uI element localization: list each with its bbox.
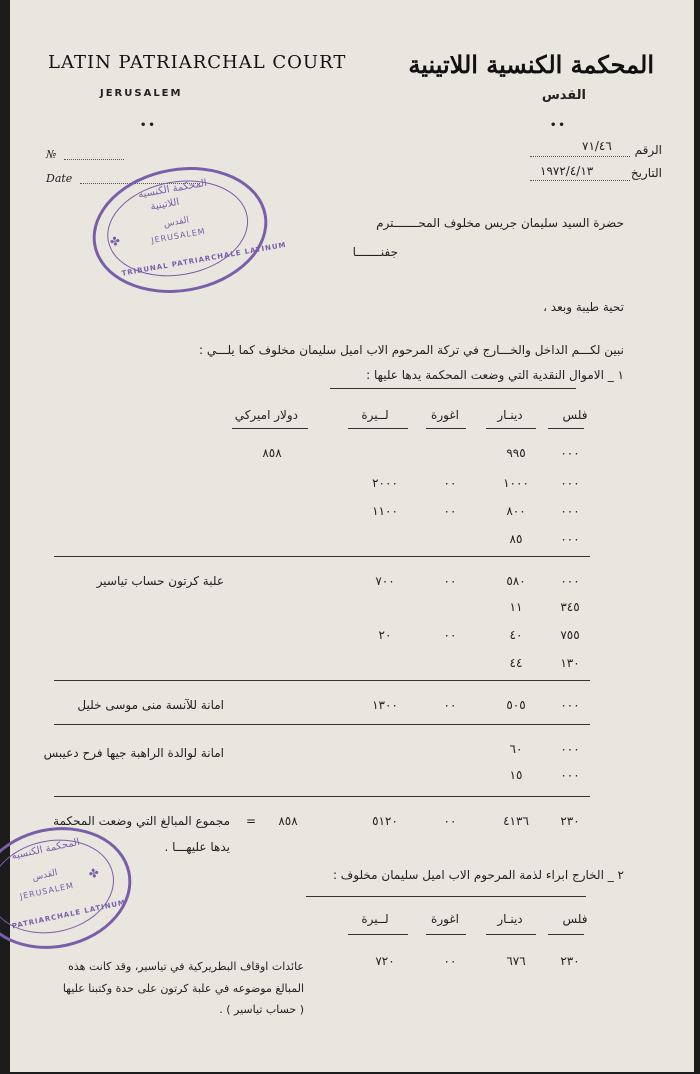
header-agora-underline bbox=[426, 428, 466, 429]
s2-header-fils-underline bbox=[548, 934, 584, 935]
row6-fils: ٧٥٥ bbox=[560, 628, 580, 642]
row8-dinar: ٥٠٥ bbox=[506, 698, 526, 712]
row5-fils: ٣٤٥ bbox=[560, 600, 580, 614]
total-agora: ٠٠ bbox=[443, 814, 457, 828]
row0-fils: ٠٠٠ bbox=[560, 446, 580, 460]
total-label-line2: يدها عليهـــا . bbox=[164, 840, 230, 854]
stamp1-cross-icon: ✤ bbox=[108, 233, 122, 250]
stamp2-arabic-name: المحكمة الكنسية bbox=[10, 836, 81, 863]
stamp2-cross-icon: ✤ bbox=[87, 865, 101, 882]
row4-agora: ٠٠ bbox=[443, 574, 457, 588]
divider-1 bbox=[54, 556, 590, 557]
header-dots-left: •• bbox=[140, 120, 157, 131]
date-label: Date bbox=[46, 172, 73, 185]
number-dotline bbox=[64, 158, 124, 160]
s2-header-dinar: دينـار bbox=[497, 912, 523, 926]
section1-underline bbox=[330, 388, 576, 389]
row6-agora: ٠٠ bbox=[443, 628, 457, 642]
row4-note: علبة كرتون حساب تياسير bbox=[96, 574, 224, 588]
total-label-line1: مجموع المبالغ التي وضعت المحكمة bbox=[53, 814, 230, 828]
row0-dinar: ٩٩٥ bbox=[506, 446, 526, 460]
row2-dinar: ٨٠٠ bbox=[506, 504, 526, 518]
s2-note-line3: ( حساب تياسير ) . bbox=[219, 1003, 304, 1016]
city-arabic: القدس bbox=[541, 88, 586, 103]
greeting: تحية طيبة وبعد ، bbox=[543, 300, 624, 314]
row10-dinar: ١٥ bbox=[509, 768, 523, 782]
s2-header-lira-underline bbox=[348, 934, 408, 935]
header-fils-underline bbox=[548, 428, 584, 429]
row9-note: امانة لوالدة الراهبة جيها فرح دعيبس bbox=[43, 746, 224, 760]
row0-dollar: ٨٥٨ bbox=[262, 446, 282, 460]
row7-dinar: ٤٤ bbox=[509, 656, 523, 670]
s2-agora: ٠٠ bbox=[443, 954, 457, 968]
divider-2 bbox=[54, 680, 590, 681]
row5-dinar: ١١ bbox=[509, 600, 523, 614]
row2-fils: ٠٠٠ bbox=[560, 504, 580, 518]
header-dinar-underline bbox=[486, 428, 536, 429]
row6-lira: ٢٠ bbox=[378, 628, 392, 642]
header-dinar: دينـار bbox=[497, 408, 523, 422]
ref-value: ٧١/٤٦ bbox=[582, 139, 612, 153]
s2-header-lira: لــيرة bbox=[361, 912, 389, 926]
s2-header-fils: فلس bbox=[562, 912, 588, 926]
header-dollar-underline bbox=[232, 428, 308, 429]
header-lira-underline bbox=[348, 428, 408, 429]
header-lira: لــيرة bbox=[361, 408, 389, 422]
row1-dinar: ١٠٠٠ bbox=[503, 476, 529, 490]
s2-header-dinar-underline bbox=[486, 934, 536, 935]
city-latin: JERUSALEM bbox=[100, 88, 183, 99]
row7-fils: ١٣٠ bbox=[560, 656, 580, 670]
row9-fils: ٠٠٠ bbox=[560, 742, 580, 756]
s2-note-line1: عائدات اوقاف البطريركية في تياسير، وقد كانت هذه bbox=[68, 960, 304, 973]
row1-agora: ٠٠ bbox=[443, 476, 457, 490]
divider-4 bbox=[54, 796, 590, 797]
row1-lira: ٢٠٠٠ bbox=[372, 476, 398, 490]
addressee-name: حضرة السيد سليمان جريس مخلوف المحـــــــترم bbox=[376, 216, 624, 230]
org-name-arabic: المحكمة الكنسية اللاتينية bbox=[408, 50, 654, 79]
stamp1-latin-ring: TRIBUNAL PATRIARCHALE LATINUM bbox=[121, 240, 288, 278]
document-page bbox=[10, 0, 694, 1072]
s2-fils: ٢٣٠ bbox=[560, 954, 580, 968]
s2-lira: ٧٢٠ bbox=[375, 954, 395, 968]
section2-underline bbox=[306, 896, 586, 897]
total-fils: ٢٣٠ bbox=[560, 814, 580, 828]
court-stamp-top bbox=[83, 154, 288, 307]
date-dotline-arabic bbox=[530, 179, 630, 181]
row8-note: امانة للآنسة منى موسى خليل bbox=[77, 698, 224, 712]
row8-lira: ١٣٠٠ bbox=[372, 698, 398, 712]
ref-label: الرقم bbox=[634, 143, 662, 157]
row8-agora: ٠٠ bbox=[443, 698, 457, 712]
divider-3 bbox=[54, 724, 590, 725]
stamp1-arabic-name2: اللاتينية bbox=[149, 196, 181, 213]
header-dollar: دولار اميركي bbox=[234, 408, 298, 422]
row4-dinar: ٥٨٠ bbox=[506, 574, 526, 588]
addressee-town: جفنـــــــا bbox=[352, 245, 398, 259]
stamp2-latin-ring: PATRIARCHALE LATINUM bbox=[11, 898, 127, 931]
ref-dotline bbox=[530, 155, 630, 157]
row6-dinar: ٤٠ bbox=[509, 628, 523, 642]
row1-fils: ٠٠٠ bbox=[560, 476, 580, 490]
section1-title: ١ _ الاموال النقدية التي وضعت المحكمة يدها عليها : bbox=[366, 368, 624, 382]
stamp1-latin-city: JERUSALEM bbox=[150, 226, 207, 246]
stamp1-arabic-name: المحكمة الكنسية bbox=[137, 177, 208, 201]
row3-dinar: ٨٥ bbox=[509, 532, 523, 546]
row2-agora: ٠٠ bbox=[443, 504, 457, 518]
row4-lira: ٧٠٠ bbox=[375, 574, 395, 588]
number-label: № bbox=[46, 148, 57, 161]
org-name-latin: LATIN PATRIARCHAL COURT bbox=[48, 52, 347, 73]
s2-dinar: ٦٧٦ bbox=[506, 954, 526, 968]
s2-header-agora: اغورة bbox=[431, 912, 459, 926]
row4-fils: ٠٠٠ bbox=[560, 574, 580, 588]
stamp1-arabic-city: القدس bbox=[162, 215, 190, 230]
row3-fils: ٠٠٠ bbox=[560, 532, 580, 546]
total-lira: ٥١٢٠ bbox=[372, 814, 398, 828]
court-stamp-bottom bbox=[0, 813, 143, 963]
stamp2-latin-city: JERUSALEM bbox=[19, 880, 75, 902]
header-fils: فلس bbox=[562, 408, 588, 422]
date-value: ١٩٧٢/٤/١٣ bbox=[540, 164, 594, 178]
row10-fils: ٠٠٠ bbox=[560, 768, 580, 782]
intro-text: نبين لكـــم الداخل والخـــارج في تركة المرحوم الاب اميل سليمان مخلوف كما يلـــي : bbox=[199, 343, 624, 357]
header-dots-right: •• bbox=[550, 120, 567, 131]
header-agora: اغورة bbox=[431, 408, 459, 422]
section2-title: ٢ _ الخارج ابراء لذمة المرحوم الاب اميل سليمان مخلوف : bbox=[332, 868, 624, 882]
date-label-arabic: التاريخ bbox=[630, 166, 662, 180]
total-equals: = bbox=[246, 814, 257, 828]
stamp2-arabic-city: القدس bbox=[31, 868, 59, 884]
s2-header-agora-underline bbox=[426, 934, 466, 935]
row8-fils: ٠٠٠ bbox=[560, 698, 580, 712]
total-dinar: ٤١٣٦ bbox=[503, 814, 529, 828]
row2-lira: ١١٠٠ bbox=[372, 504, 398, 518]
row9-dinar: ٦٠ bbox=[509, 742, 523, 756]
total-dollar: ٨٥٨ bbox=[278, 814, 298, 828]
s2-note-line2: المبالغ موضوعه في علبة كرتون على حدة وكتبنا عليها bbox=[62, 982, 304, 995]
